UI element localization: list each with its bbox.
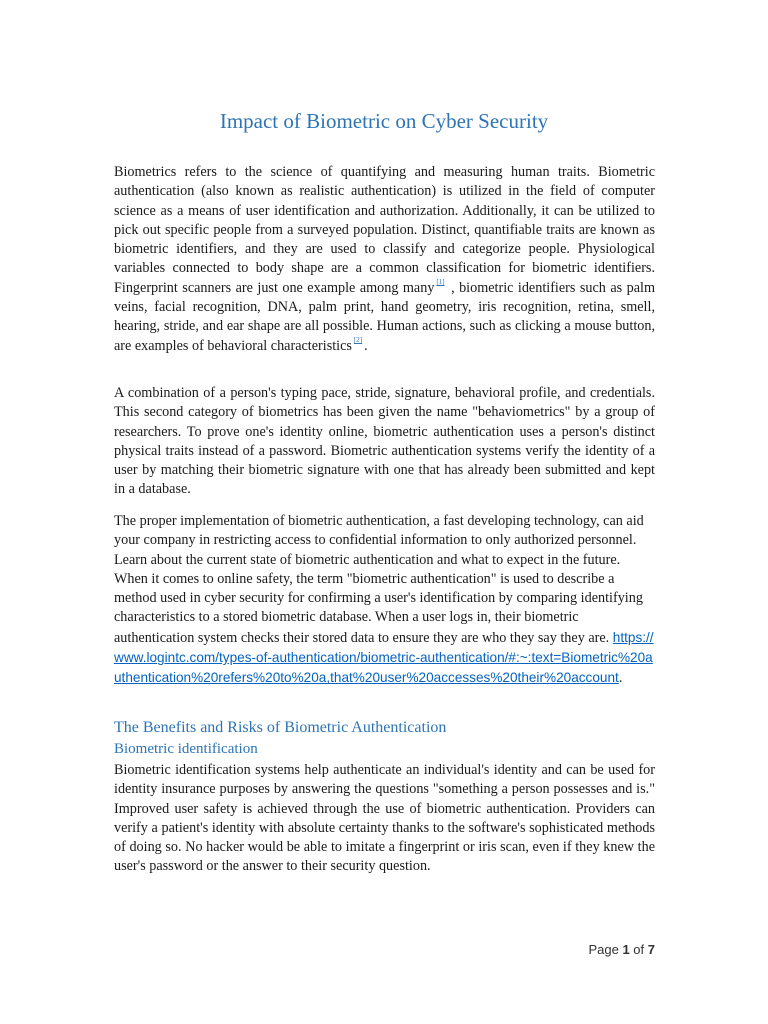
paragraph-intro-part3: . bbox=[364, 337, 368, 354]
paragraph-implementation-text: The proper implementation of biometric authentication, a fast developing technology, can aid your company in restricting access to confidential information to only authorized personnel. Learn about the current state of biometric authentication and what to expect in the future. When it comes to online safety, the term "biometric authentication" is used to describe a method used in cyber security for confirming a user's identification by comparing identifying characteristics to a stored biometric database. When a user logs in, their biometric authentication system checks their stored data to ensure they are who they say they are. bbox=[114, 513, 644, 646]
paragraph-biometric-identification: Biometric identification systems help authenticate an individual's identity and can be used for identity insurance purposes by answering the questions "something a person possesses and is." Improved user safety is achieved through the use of biometric authentication. Providers can verify a patient's identity with absolute certainty thanks to the software's sophisticated methods of doing so. No hacker would be able to imitate a fingerprint or iris scan, even if they knew the user's password or the answer to their security question. bbox=[114, 762, 655, 875]
section-heading-benefits-risks: The Benefits and Risks of Biometric Authentication bbox=[114, 719, 447, 736]
paragraph-implementation-end: . bbox=[618, 670, 623, 687]
subsection-heading-biometric-identification: Biometric identification bbox=[114, 741, 258, 757]
footnote-ref-1[interactable]: [1] bbox=[436, 277, 445, 286]
page-label: Page bbox=[588, 942, 619, 957]
paragraph-intro bbox=[114, 163, 655, 356]
paragraph-implementation bbox=[114, 512, 655, 689]
paragraph-intro-part1: Biometrics refers to the science of quantifying and measuring human traits. Biometric authentication (also known as realistic authentication) is utilized in the field of computer science as a means of user identification and authorization. Additionally, it can be utilized to pick out specific people from a surveyed population. Distinct, quantifiable traits are known as biometric identifiers, and they are used to classify and categorize people. Physiological variables connected to body shape are a common classification for biometric identifiers. Fingerprint scanners are just one example among many bbox=[114, 164, 655, 296]
footnote-ref-2[interactable]: [2] bbox=[353, 335, 363, 344]
total-pages-number: 7 bbox=[647, 942, 655, 957]
current-page-number: 1 bbox=[622, 942, 630, 957]
source-link[interactable]: https://www.logintc.com/types-of-authentication/biometric-authentication/#:~:text=Biometric%20authentication%20refers%20to%20a,that%20user%20accesses%20their%20account bbox=[114, 629, 654, 686]
document-title: Impact of Biometric on Cyber Security bbox=[219, 109, 549, 133]
paragraph-behaviometrics: A combination of a person's typing pace, stride, signature, behavioral profile, and credentials. This second category of biometrics has been given the name "behaviometrics" by a group of researchers. To prove one's identity online, biometric authentication uses a person's distinct physical traits instead of a password. Biometric authentication systems verify the identity of a user by matching their biometric signature with one that has already been submitted and kept in a database. bbox=[114, 385, 655, 498]
of-label: of bbox=[633, 942, 645, 957]
page-number-footer bbox=[588, 942, 655, 957]
paragraph-intro-part2: , biometric identifiers such as palm veins, facial recognition, DNA, palm print, hand geometry, iris recognition, retina, smell, hearing, stride, and ear shape are all possible. Human actions, such as clicking a mouse button, are examples of behavioral characteristics bbox=[114, 279, 656, 354]
